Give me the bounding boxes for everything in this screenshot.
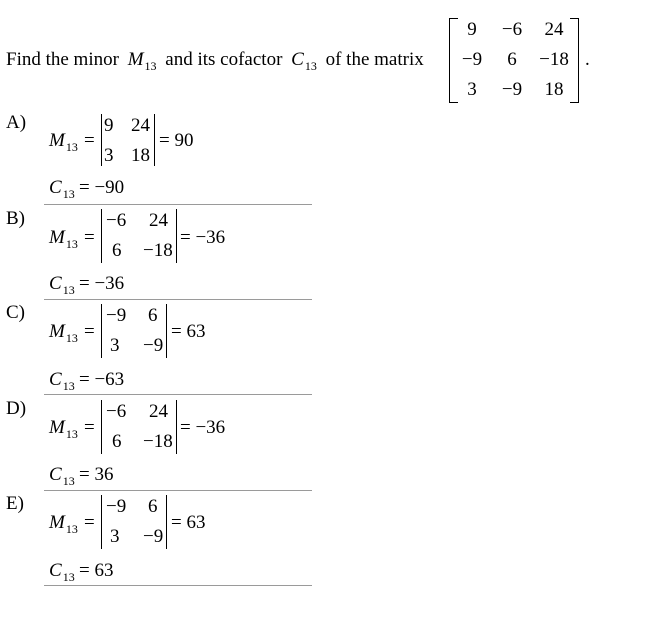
det-cell: 6 — [148, 496, 158, 517]
cofactor-value: = 36 — [79, 464, 114, 485]
det-cell: 6 — [112, 240, 122, 261]
question-stem — [6, 49, 424, 71]
option-divider — [44, 204, 312, 205]
minor-label: $M_{13}$ — [49, 321, 78, 345]
option-letter: A) — [6, 112, 27, 133]
minor-label: $M_{13}$ — [49, 130, 78, 154]
option-letter: E) — [6, 493, 24, 514]
det-cell: 9 — [104, 115, 114, 136]
det-left-bar — [101, 400, 102, 454]
det-cell: −18 — [143, 240, 173, 261]
det-cell: 3 — [110, 526, 120, 547]
option-letter: D) — [6, 398, 27, 419]
matrix-cell: −18 — [539, 49, 569, 70]
det-cell: 6 — [148, 305, 158, 326]
det-cell: −6 — [106, 210, 127, 231]
det-right-bar — [176, 209, 177, 263]
minor-label: $M_{13}$ — [49, 512, 78, 536]
option-divider — [44, 299, 312, 300]
option-letter: C) — [6, 302, 25, 323]
matrix-cell: −6 — [501, 19, 523, 40]
cofactor-value: = 63 — [79, 560, 114, 581]
det-cell: 3 — [104, 145, 114, 166]
cofactor-label: $C_{13}$ — [49, 177, 75, 201]
minor-symbol: $M_{13}$ — [127, 49, 157, 73]
det-left-bar — [101, 114, 102, 166]
matrix-cell: −9 — [501, 79, 523, 100]
det-cell: −9 — [106, 496, 127, 517]
cofactor-label: $C_{13}$ — [49, 273, 75, 297]
det-cell: 18 — [131, 145, 150, 166]
det-cell: 24 — [149, 401, 168, 422]
equals-sign: = — [84, 130, 95, 151]
matrix-cell: 24 — [544, 19, 564, 40]
question-prefix: Find the minor — [6, 49, 119, 70]
matrix-cell: −9 — [461, 49, 483, 70]
det-right-bar — [166, 495, 167, 549]
cofactor-symbol: $C_{13}$ — [291, 49, 317, 73]
matrix-cell: 6 — [507, 49, 517, 70]
det-cell: 24 — [149, 210, 168, 231]
cofactor-value: = −63 — [79, 369, 125, 390]
det-left-bar — [101, 304, 102, 358]
option-letter: B) — [6, 208, 25, 229]
option-divider — [44, 585, 312, 586]
det-cell: −6 — [106, 401, 127, 422]
cofactor-label: $C_{13}$ — [49, 464, 75, 488]
cofactor-value: = −36 — [79, 273, 125, 294]
matrix-cell: 9 — [467, 19, 477, 40]
equals-sign: = — [84, 512, 95, 533]
minor-result: = 63 — [171, 512, 206, 533]
det-cell: −18 — [143, 431, 173, 452]
det-right-bar — [166, 304, 167, 358]
det-left-bar — [101, 209, 102, 263]
minor-result: = 90 — [159, 130, 194, 151]
det-cell: −9 — [143, 335, 164, 356]
det-left-bar — [101, 495, 102, 549]
det-cell: −9 — [143, 526, 164, 547]
minor-label: $M_{13}$ — [49, 417, 78, 441]
det-cell: 3 — [110, 335, 120, 356]
minor-result: = −36 — [180, 417, 226, 438]
question-end-punct: . — [585, 49, 590, 70]
det-cell: −9 — [106, 305, 127, 326]
det-cell: 24 — [131, 115, 150, 136]
equals-sign: = — [84, 321, 95, 342]
cofactor-label: $C_{13}$ — [49, 560, 75, 584]
det-right-bar — [154, 114, 155, 166]
equals-sign: = — [84, 417, 95, 438]
minor-label: $M_{13}$ — [49, 227, 78, 251]
minor-result: = −36 — [180, 227, 226, 248]
cofactor-label: $C_{13}$ — [49, 369, 75, 393]
question-middle: and its cofactor — [165, 49, 283, 70]
det-right-bar — [176, 400, 177, 454]
matrix-cell: 18 — [544, 79, 564, 100]
question-suffix: of the matrix — [325, 49, 424, 70]
minor-result: = 63 — [171, 321, 206, 342]
matrix-cell: 3 — [467, 79, 477, 100]
option-divider — [44, 394, 312, 395]
cofactor-value: = −90 — [79, 177, 125, 198]
det-cell: 6 — [112, 431, 122, 452]
equals-sign: = — [84, 227, 95, 248]
option-divider — [44, 490, 312, 491]
